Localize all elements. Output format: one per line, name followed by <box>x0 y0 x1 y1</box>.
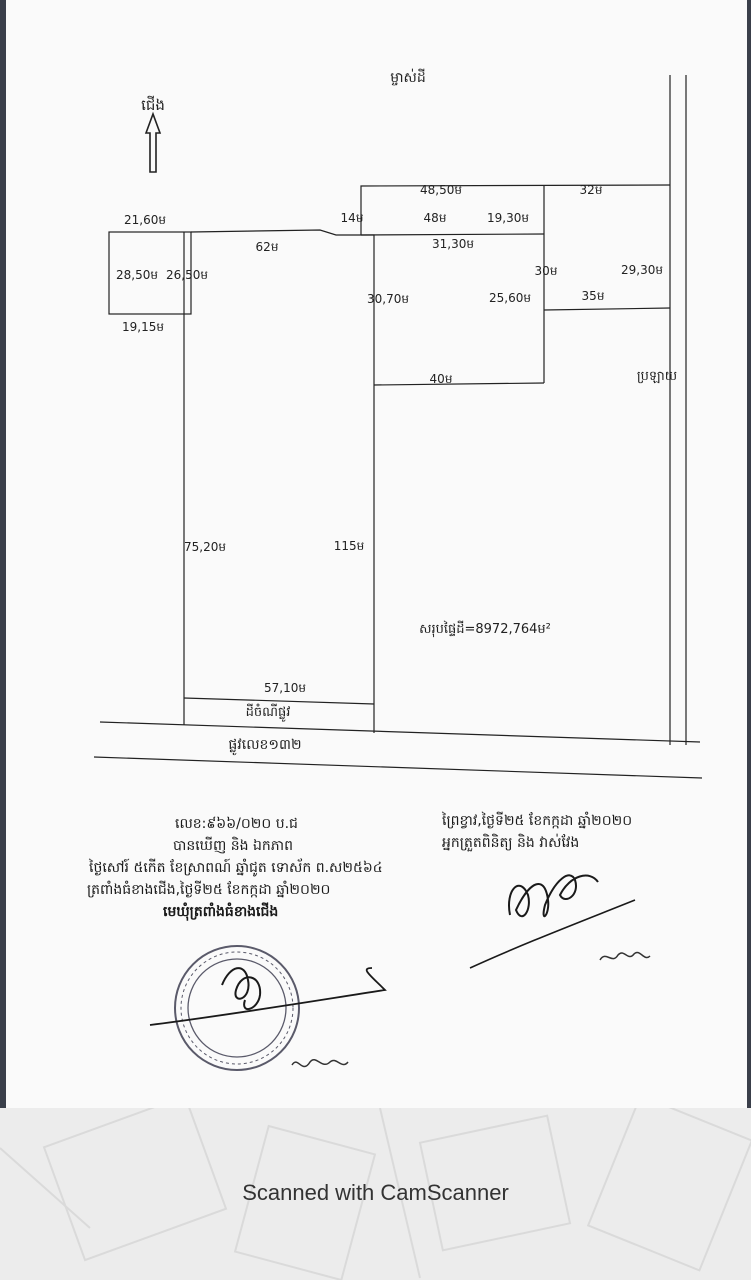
right-signature-image <box>470 875 650 968</box>
dim-label: 19,15ម <box>122 320 164 334</box>
inner-parcel-south-edge <box>374 383 544 385</box>
dim-label: 14ម <box>340 211 364 225</box>
dim-label: 26,50ម <box>166 268 208 282</box>
surveyor-title: អ្នកត្រួតពិនិត្យ និង វាស់វែង <box>442 835 580 851</box>
dim-label: 75,20ម <box>184 540 226 554</box>
total-area-label: សរុបផ្ទៃដី=8972,764ម² <box>419 622 551 637</box>
road-line-2 <box>94 757 702 778</box>
dim-label: 115ម <box>333 539 365 553</box>
dim-label: 31,30ម <box>432 237 474 251</box>
dim-label: 21,60ម <box>124 213 166 227</box>
dim-label: 30,70ម <box>367 292 409 306</box>
commune-approval-block <box>87 813 383 923</box>
road-name-label: ផ្លូវលេខ១៣២ <box>228 737 302 753</box>
dim-label: 35ម <box>581 289 605 303</box>
camscanner-watermark-text: Scanned with CamScanner <box>242 1180 509 1205</box>
road-reserve-label: ដីចំណីផ្លូវ <box>245 705 291 720</box>
dim-label: 19,30ម <box>487 211 529 225</box>
main-parcel-top-edge <box>191 230 374 733</box>
surveyor-place-date: ព្រៃខ្វាវ,ថ្ងៃទី២៥ ខែកក្កដា ឆ្នាំ២០២០ <box>442 813 633 829</box>
parcel-south-edge <box>184 698 374 704</box>
approval-seen-agreed: បានឃើញ និង ឯកភាព <box>173 838 293 854</box>
upper-parcel-bottom <box>361 234 544 235</box>
dim-label: 29,30ម <box>621 263 663 277</box>
east-parcel-south-edge <box>544 308 670 310</box>
dim-label: 62ម <box>255 240 279 254</box>
commune-stamp-image <box>150 946 385 1070</box>
approval-number: លេខ:៩៦៦/០២០ ប.ជ <box>175 816 298 832</box>
approval-place-date: ត្រពាំងធំខាងជើង,ថ្ងៃទី២៥ ខែកក្កដា ឆ្នាំ២០២០ <box>87 882 331 898</box>
dim-label: 25,60ម <box>489 291 531 305</box>
upper-parcel-outline <box>361 185 670 235</box>
north-label: ជើង <box>141 96 165 114</box>
north-owner-label: ម្ចាស់ដី <box>390 70 426 86</box>
dim-label: 48ម <box>423 211 447 225</box>
approval-lunar-date: ថ្ងៃសៅរ៍ ៥កើត ខែស្រាពណ៍ ឆ្នាំជូត ទោស័ក ព.ស២៥៦៤ <box>89 860 383 876</box>
canal-label: ប្រឡាយ <box>636 369 678 384</box>
dim-label: 28,50ម <box>116 268 158 282</box>
road-line-1 <box>100 722 700 742</box>
surveyor-block <box>442 810 632 854</box>
dim-label: 48,50ម <box>420 183 462 197</box>
dim-label: 30ម <box>534 264 558 278</box>
dim-label: 57,10ម <box>264 681 306 695</box>
north-arrow-icon <box>146 114 160 172</box>
dim-label: 40ម <box>429 372 453 386</box>
dim-label: 32ម <box>579 183 603 197</box>
commune-chief-title: មេឃុំត្រពាំងធំខាងជើង <box>163 904 279 920</box>
